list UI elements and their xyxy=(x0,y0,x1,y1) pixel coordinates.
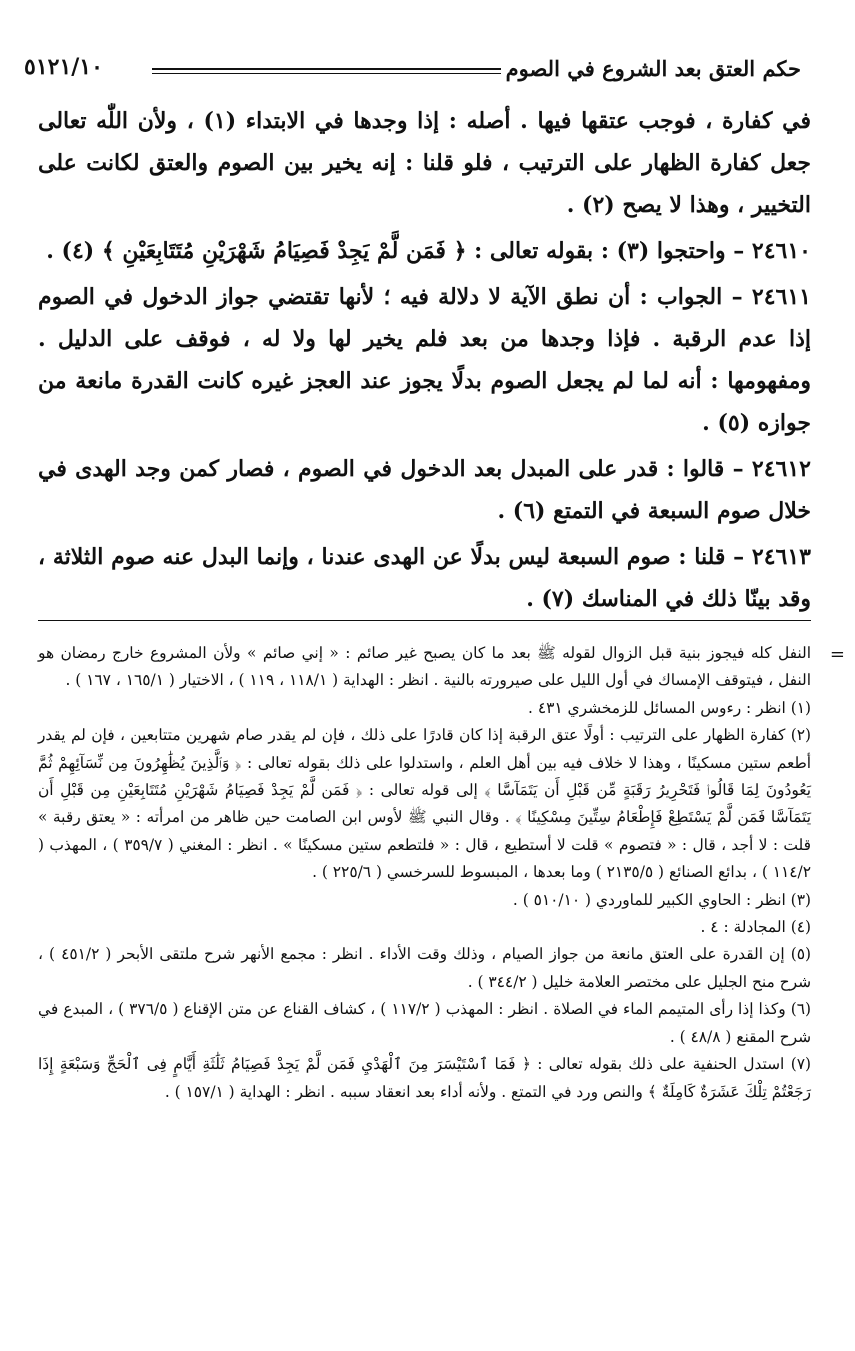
main-text xyxy=(38,100,811,624)
paragraph-24612: ٢٤٦١٢ – قالوا : قدر على المبدل بعد الدخول في الصوم ، فصار كمن وجد الهدى في خلال صوم السبعة في التمتع (٦) . xyxy=(38,456,811,524)
footnote-7: (٧) استدل الحنفية على ذلك بقوله تعالى : ﴿ فَمَا ٱسْتَيْسَرَ مِنَ ٱلْهَدْيِ فَمَن لَّمْ يَجِدْ فَصِيَامُ ثَلَٰثَةِ أَيَّامٍ فِى ٱلْحَجِّ وَسَبْعَةٍ إِذَا رَجَعْتُمْ تِلْكَ عَشَرَةٌ كَامِلَةٌ ﴾ والنص ورد في التمتع . ولأنه أداء بعد انعقاد سببه . انظر : الهداية ( ١٥٧/١ ) . xyxy=(38,1055,811,1101)
continuation-mark: = xyxy=(829,644,845,665)
header-rule-thin xyxy=(152,73,501,74)
footnotes xyxy=(38,640,845,1106)
paragraph-continuation: في كفارة ، فوجب عتقها فيها . أصله : إذا وجدها في الابتداء (١) ، ولأن اللّٰه تعالى جعل كفارة الظهار على الترتيب ، فلو قلنا : إنه يخير بين الصوم والعتق لكانت على التخيير ، وهذا لا يصح (٢) . xyxy=(38,108,811,218)
paragraph-24611: ٢٤٦١١ – الجواب : أن نطق الآية لا دلالة فيه ؛ لأنها تقتضي جواز الدخول في الصوم إذا عدم الرقبة . فإذا وجدها من بعد فلم يخير لها ولا له ، فوقف على الدليل . ومفهومها : أنه لما لم يجعل الصوم بدلًا يجوز عند العجز غيره كانت القدرة مانعة من جوازه (٥) . xyxy=(38,284,811,436)
footnote-6: (٦) وكذا إذا رأى المتيمم الماء في الصلاة . انظر : المهذب ( ١١٧/٢ ) ، كشاف القناع عن متن الإقناع ( ٣٧٦/٥ ) ، المبدع في شرح المقنع ( ٤٨/٨ ) . xyxy=(38,1000,811,1046)
footnote-continued: النفل كله فيجوز بنية قبل الزوال لقوله ﷺ بعد ما كان يصبح غير صائم : « إني صائم » ولأن المشروع خارج رمضان هو النفل ، فيتوقف الإمساك في أول الليل على صيرورته بالنية . انظر : الهداية ( ١١٨/١ ، ١١٩ ) ، الاختيار ( ١٦٥/١ ، ١٦٧ ) . xyxy=(38,644,811,690)
running-title: حكم العتق بعد الشروع في الصوم xyxy=(505,56,801,81)
paragraph-24610: ٢٤٦١٠ – واحتجوا (٣) : بقوله تعالى : ﴿ فَمَن لَّمْ يَجِدْ فَصِيَامُ شَهْرَيْنِ مُتَتَابِعَيْنِ ﴾ (٤) . xyxy=(46,238,811,264)
footnote-5: (٥) إن القدرة على العتق مانعة من جواز الصيام ، وذلك وقت الأداء . انظر : مجمع الأنهر شرح ملتقى الأبحر ( ٤٥١/٢ ) ، شرح منح الجليل على مختصر العلامة خليل ( ٣٤٤/٢ ) . xyxy=(38,945,811,991)
running-header xyxy=(24,50,801,90)
footnote-3: (٣) انظر : الحاوي الكبير للماوردي ( ٥١٠/١٠ ) . xyxy=(512,890,811,909)
footnote-1: (١) انظر : رءوس المسائل للزمخشري ٤٣١ . xyxy=(528,698,811,717)
page-reference: ٥١٢١/١٠ xyxy=(24,54,103,80)
footnote-4: (٤) المجادلة : ٤ . xyxy=(700,918,811,937)
footnote-2: (٢) كفارة الظهار على الترتيب : أولًا عتق الرقبة إذا كان قادرًا على ذلك ، فإن لم يقدر صام شهرين متتابعين ، فإن لم يقدر أطعم ستين مسكينًا ، وهذا لا خلاف فيه بين أهل العلم ، واستدلوا على ذلك بقوله تعالى : ﴿ وَٱلَّذِينَ يُظَٰهِرُونَ مِن نِّسَآئِهِمْ ثُمَّ يَعُودُونَ لِمَا قَالُوا۟ فَتَحْرِيرُ رَقَبَةٍ مِّن قَبْلِ أَن يَتَمَآسَّا ﴾ إلى قوله تعالى : ﴿ فَمَن لَّمْ يَجِدْ فَصِيَامُ شَهْرَيْنِ مُتَتَابِعَيْنِ مِن قَبْلِ أَن يَتَمَآسَّا فَمَن لَّمْ يَسْتَطِعْ فَإِطْعَامُ سِتِّينَ مِسْكِينًا ﴾ . وقال النبي ﷺ لأوس ابن الصامت حين ظاهر من امرأته : « يعتق رقبة » قلت : لا أجد ، قال : « فتصوم » قلت لا أستطيع ، قال : « فلتطعم ستين مسكينًا » . انظر : المغني ( ٣٥٩/٧ ) ، المهذب ( ١١٤/٢ ) ، بدائع الصنائع ( ٢١٣٥/٥ ) وما بعدها ، المبسوط للسرخسي ( ٢٢٥/٦ ) . xyxy=(38,726,811,882)
header-rule-thick xyxy=(152,68,501,70)
paragraph-24613: ٢٤٦١٣ – قلنا : صوم السبعة ليس بدلًا عن الهدى عندنا ، وإنما البدل عنه صوم الثلاثة ، وقد بينّا ذلك في المناسك (٧) . xyxy=(38,544,811,612)
footnote-separator xyxy=(38,620,811,621)
